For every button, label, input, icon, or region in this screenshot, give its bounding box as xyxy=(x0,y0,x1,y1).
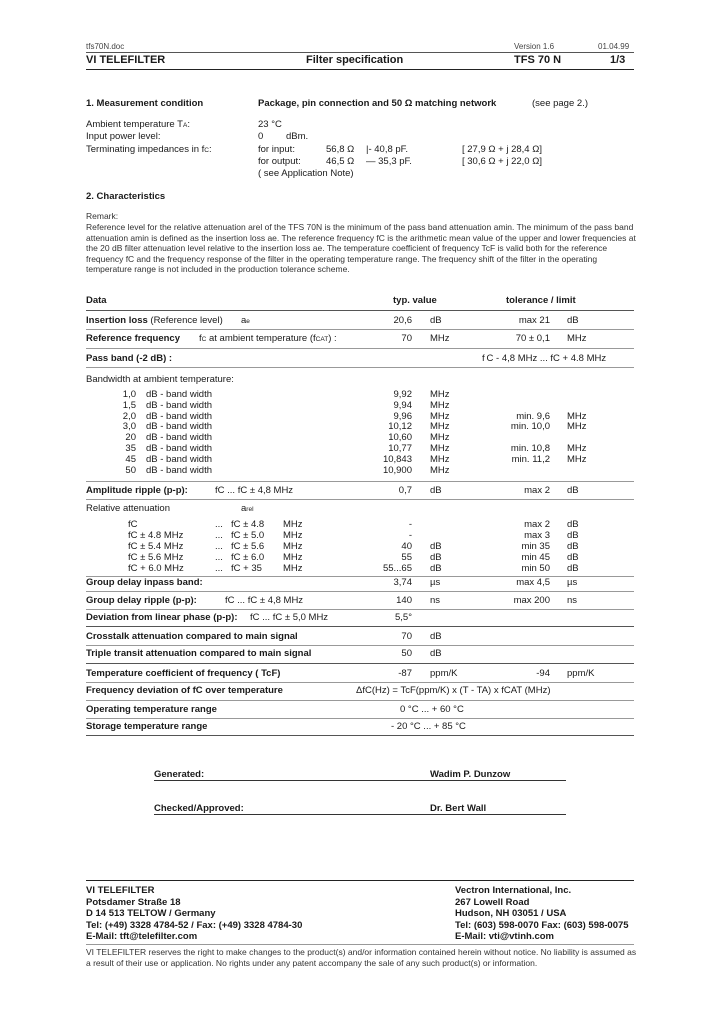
insertion-limit-unit: dB xyxy=(567,315,579,326)
relatt-value: - xyxy=(408,519,412,530)
rule xyxy=(86,499,634,500)
refreq-limit: 70 ± 0,1 xyxy=(515,333,550,344)
sttemp-label: Storage temperature range xyxy=(86,721,208,732)
tempco-unit: ppm/K xyxy=(430,668,458,679)
relatt-from: fC xyxy=(128,519,138,530)
bandwidth-value: 10,77 xyxy=(388,443,412,454)
bandwidth-value: 9,92 xyxy=(393,389,412,400)
triple-value: 50 xyxy=(401,648,412,659)
bandwidth-value: 9,96 xyxy=(393,410,412,422)
gripple-label: Group delay ripple (p-p): xyxy=(86,595,197,606)
ambient-label: Ambient temperature TA: xyxy=(86,119,190,130)
bandwidth-limit: min. 10,8 xyxy=(510,443,550,454)
relatt-value: - xyxy=(408,530,412,541)
term-output-z: [ 30,6 Ω + j 22,0 Ω] xyxy=(462,156,542,167)
gdelay-limit-unit: µs xyxy=(567,577,578,588)
ripple-limit: max 2 xyxy=(524,485,550,496)
relatt-to-unit: MHz xyxy=(283,519,303,530)
footer-right-line: 267 Lowell Road xyxy=(455,896,530,908)
bandwidth-limit: min. 9,6 xyxy=(516,410,550,422)
header-rule-bottom xyxy=(86,69,634,70)
gripple-value: 140 xyxy=(396,595,412,606)
relatt-from: fC ± 5.4 MHz xyxy=(128,541,184,552)
bandwidth-unit: MHz xyxy=(430,453,450,465)
rule xyxy=(86,591,634,592)
rule xyxy=(86,481,634,482)
app-note: ( see Application Note) xyxy=(258,168,354,179)
rule xyxy=(86,329,634,330)
footer-left-line: Potsdamer Straße 18 xyxy=(86,896,181,908)
gripple-unit: ns xyxy=(430,595,441,606)
bandwidth-desc: dB - band width xyxy=(146,389,213,400)
rule xyxy=(86,735,634,736)
crosstalk-unit: dB xyxy=(430,631,442,642)
gdelay-label: Group delay inpass band: xyxy=(86,577,203,588)
relatt-from: fC ± 4.8 MHz xyxy=(128,530,184,541)
col-data: Data xyxy=(86,295,107,306)
bandwidth-unit: MHz xyxy=(430,421,450,433)
measurement-heading: 1. Measurement condition xyxy=(86,98,204,109)
insertion-value: 20,6 xyxy=(393,315,412,326)
bandwidth-unit: MHz xyxy=(430,443,450,454)
relatt-sep: ... xyxy=(215,530,223,541)
input-power-value: 0 xyxy=(258,131,264,142)
footer-right-line: Vectron International, Inc. xyxy=(455,885,572,896)
generated-name: Wadim P. Dunzow xyxy=(430,769,511,780)
linphase-label: Deviation from linear phase (p-p): xyxy=(86,612,238,623)
freqdev-label: Frequency deviation of fC over temperature xyxy=(86,685,283,696)
tempco-limit: -94 xyxy=(536,668,550,679)
relatt-unit: dB xyxy=(430,563,442,574)
passband-value: f C - 4,8 MHz ... fC + 4.8 MHz xyxy=(482,353,607,364)
term-input-c: |- 40,8 pF. xyxy=(366,144,409,155)
bandwidth-desc: dB - band width xyxy=(146,443,213,454)
footer-left xyxy=(86,885,302,943)
ripple-value: 0,7 xyxy=(398,485,412,496)
term-output-r: 46,5 Ω xyxy=(326,156,355,167)
rule xyxy=(86,682,634,683)
relatt-limit: min 35 xyxy=(521,541,550,552)
header-title: Filter specification xyxy=(306,54,404,66)
rule xyxy=(86,700,634,701)
rule xyxy=(86,626,634,627)
relatt-to-unit: MHz xyxy=(283,541,303,552)
footer-right xyxy=(455,885,629,943)
footer-left-line: D 14 513 TELTOW / Germany xyxy=(86,908,216,920)
bandwidth-db: 3,0 xyxy=(122,421,136,433)
gdelay-limit: max 4,5 xyxy=(516,577,550,588)
tempco-limit-unit: ppm/K xyxy=(567,668,595,679)
relatt-limit: min 50 xyxy=(521,563,550,574)
linphase-range: fC ... fC ± 5,0 MHz xyxy=(250,612,329,623)
bandwidth-limit: min. 11,2 xyxy=(511,453,550,465)
bandwidth-value: 10,60 xyxy=(388,432,412,444)
ripple-range: fC ... fC ± 4,8 MHz xyxy=(215,485,294,496)
refreq-label: Reference frequency xyxy=(86,333,180,344)
relatt-to: fC ± 6.0 xyxy=(231,552,265,563)
optemp-label: Operating temperature range xyxy=(86,704,217,715)
term-label: Terminating impedances in fC: xyxy=(86,144,212,155)
relatt-limit-unit: dB xyxy=(567,563,579,574)
relatt-limit-unit: dB xyxy=(567,552,579,563)
bandwidth-unit: MHz xyxy=(430,399,450,411)
characteristics-heading: 2. Characteristics xyxy=(86,191,166,202)
term-input-label: for input: xyxy=(258,144,295,155)
relatt-from: fC + 6.0 MHz xyxy=(128,563,184,574)
relatt-sep: ... xyxy=(215,519,223,530)
footer-rule xyxy=(86,880,634,881)
bandwidth-db: 1,0 xyxy=(122,389,136,400)
relatt-limit: max 3 xyxy=(524,530,550,541)
refreq-desc: fC at ambient temperature (fCAT) : xyxy=(199,333,337,344)
bandwidth-db: 1,5 xyxy=(122,399,136,411)
header-version: Version 1.6 xyxy=(514,42,555,51)
header-date: 01.04.99 xyxy=(598,42,630,51)
ripple-limit-unit: dB xyxy=(567,485,579,496)
rule xyxy=(86,663,634,664)
checked-signature-line xyxy=(154,814,566,815)
bandwidth-unit: MHz xyxy=(430,410,450,422)
relatt-to-unit: MHz xyxy=(283,552,303,563)
refreq-limit-unit: MHz xyxy=(567,333,587,344)
checked-name: Dr. Bert Wall xyxy=(430,803,487,814)
bandwidth-db: 2,0 xyxy=(122,410,136,422)
relatt-to: fC ± 5.6 xyxy=(231,541,265,552)
rule xyxy=(86,718,634,719)
footer-right-line: Tel: (603) 598-0070 Fax: (603) 598-0075 xyxy=(455,919,629,931)
crosstalk-label: Crosstalk attenuation compared to main signal xyxy=(86,631,298,642)
insertion-label: Insertion loss (Reference level) xyxy=(86,315,223,326)
bandwidth-label: Bandwidth at ambient temperature: xyxy=(86,374,234,385)
footer-right-line: E-Mail: vti@vtinh.com xyxy=(455,931,554,943)
measurement-package: Package, pin connection and 50 Ω matching network xyxy=(258,98,497,109)
relatt-sep: ... xyxy=(215,541,223,552)
sttemp-value: - 20 °C ... + 85 °C xyxy=(391,721,466,732)
refreq-value: 70 xyxy=(401,333,412,344)
header-company: VI TELEFILTER xyxy=(86,54,166,66)
relatt-value: 40 xyxy=(401,541,412,552)
relatt-limit-unit: dB xyxy=(567,530,579,541)
bandwidth-value: 9,94 xyxy=(393,399,412,411)
linphase-value: 5,5° xyxy=(394,612,412,623)
bandwidth-desc: dB - band width xyxy=(146,464,213,476)
relatt-from: fC ± 5.6 MHz xyxy=(128,552,184,563)
header-page: 1/3 xyxy=(610,54,626,66)
measurement-see-page: (see page 2.) xyxy=(532,98,588,109)
relatt-to: fC ± 5.0 xyxy=(231,530,265,541)
remark-text: Reference level for the relative attenuation arel of the TFS 70N is the minimum of the pass band attenuation amin. The minimum of the pass band attenuation amin is defined as the insertion loss ae. The reference frequency fC is the arithmetic mean value of the upper and lower frequencies at the 20 dB filter attenuation level relative to the insertion loss ae. The temperature coefficient of frequency TcF is valid both for the reference frequency fC and the frequency response of the filter in the operating temperature range. The frequency shift of the filter in the operating temperature range is not included in the production tolerance scheme. xyxy=(86,222,636,275)
footer-left-line: VI TELEFILTER xyxy=(86,885,155,896)
header-filename: tfs70N.doc xyxy=(86,42,125,51)
gdelay-value: 3,74 xyxy=(393,577,412,588)
relatt-to: fC + 35 xyxy=(231,563,262,574)
footer-right-line: Hudson, NH 03051 / USA xyxy=(455,908,567,920)
rule xyxy=(86,609,634,610)
footer-left-line: Tel: (+49) 3328 4784-52 / Fax: (+49) 3328 4784-30 xyxy=(86,919,303,931)
header-part: TFS 70 N xyxy=(514,54,562,66)
footer-disclaimer: VI TELEFILTER reserves the right to make changes to the product(s) and/or information contained herein without notice. No liability is assumed as a result of their use or application. No rights under any patent accompany the sale of any such product(s) or information. xyxy=(86,947,637,968)
relatt-unit: dB xyxy=(430,541,442,552)
ripple-unit: dB xyxy=(430,485,442,496)
bandwidth-desc: dB - band width xyxy=(146,432,213,444)
bandwidth-db: 45 xyxy=(125,453,136,465)
rule xyxy=(86,348,634,349)
crosstalk-value: 70 xyxy=(401,631,412,642)
insertion-limit: max 21 xyxy=(518,315,550,326)
relatt-value: 55 xyxy=(401,552,412,563)
relatt-value: 55...65 xyxy=(382,563,412,574)
rule xyxy=(86,367,634,368)
col-tol: tolerance / limit xyxy=(506,295,576,306)
relatt-sep: ... xyxy=(215,563,223,574)
header-rule-top xyxy=(86,52,634,53)
passband-label: Pass band (-2 dB) : xyxy=(86,353,173,364)
bandwidth-limit: min. 10,0 xyxy=(510,421,550,433)
bandwidth-desc: dB - band width xyxy=(146,399,213,411)
rule xyxy=(86,310,634,311)
insertion-unit: dB xyxy=(430,315,442,326)
bandwidth-unit: MHz xyxy=(430,432,450,444)
ripple-label: Amplitude ripple (p-p): xyxy=(86,485,188,496)
relatt-limit-unit: dB xyxy=(567,519,579,530)
tempco-label: Temperature coefficient of frequency ( TcF) xyxy=(86,668,281,679)
tempco-value: -87 xyxy=(398,668,412,679)
freqdev-formula: ΔfC(Hz) = TcF(ppm/K) x (T - TA) x fCAT (MHz) xyxy=(356,685,551,696)
bandwidth-unit: MHz xyxy=(430,389,450,400)
footer-left-line: E-Mail: tft@telefilter.com xyxy=(86,931,198,943)
bandwidth-limit-unit: MHz xyxy=(567,421,587,433)
relatt-label: Relative attenuation xyxy=(86,503,170,514)
gripple-limit-unit: ns xyxy=(567,595,578,606)
optemp-value: 0 °C ... + 60 °C xyxy=(400,704,464,715)
bandwidth-value: 10,843 xyxy=(382,453,412,465)
bandwidth-limit-unit: MHz xyxy=(567,410,587,422)
refreq-unit: MHz xyxy=(430,333,450,344)
relatt-unit: dB xyxy=(430,552,442,563)
relatt-to: fC ± 4.8 xyxy=(231,519,265,530)
relatt-to-unit: MHz xyxy=(283,530,303,541)
gdelay-unit: µs xyxy=(430,577,441,588)
bandwidth-db: 50 xyxy=(125,464,136,476)
bandwidth-desc: dB - band width xyxy=(146,410,213,422)
term-output-label: for output: xyxy=(258,156,301,167)
bandwidth-limit-unit: MHz xyxy=(567,443,587,454)
relatt-to-unit: MHz xyxy=(283,563,303,574)
rule xyxy=(86,645,634,646)
term-input-z: [ 27,9 Ω + j 28,4 Ω] xyxy=(462,144,542,155)
term-input-r: 56,8 Ω xyxy=(326,144,355,155)
bandwidth-value: 10,12 xyxy=(388,421,412,433)
relatt-limit-unit: dB xyxy=(567,541,579,552)
bandwidth-db: 20 xyxy=(125,432,136,444)
footer-rule-lower xyxy=(86,944,634,945)
bandwidth-unit: MHz xyxy=(430,464,450,476)
relatt-sep: ... xyxy=(215,552,223,563)
bandwidth-limit-unit: MHz xyxy=(567,453,587,465)
col-typ: typ. value xyxy=(393,295,437,306)
bandwidth-desc: dB - band width xyxy=(146,421,213,433)
term-output-c: — 35,3 pF. xyxy=(366,156,412,167)
checked-label: Checked/Approved: xyxy=(154,803,244,814)
bandwidth-desc: dB - band width xyxy=(146,453,213,465)
bandwidth-value: 10,900 xyxy=(382,464,412,476)
gripple-range: fC ... fC ± 4,8 MHz xyxy=(225,595,304,606)
gripple-limit: max 200 xyxy=(513,595,550,606)
triple-unit: dB xyxy=(430,648,442,659)
remark-label: Remark: xyxy=(86,211,119,221)
insertion-symbol: ae xyxy=(241,315,250,326)
relatt-symbol: arel xyxy=(241,503,254,514)
input-power-label: Input power level: xyxy=(86,131,161,142)
triple-label: Triple transit attenuation compared to main signal xyxy=(86,648,312,659)
generated-label: Generated: xyxy=(154,769,205,780)
relatt-limit: min 45 xyxy=(521,552,550,563)
relatt-limit: max 2 xyxy=(524,519,550,530)
ambient-value: 23 °C xyxy=(258,119,282,130)
generated-signature-line xyxy=(154,780,566,781)
bandwidth-db: 35 xyxy=(125,443,136,454)
input-power-unit: dBm. xyxy=(286,131,309,142)
